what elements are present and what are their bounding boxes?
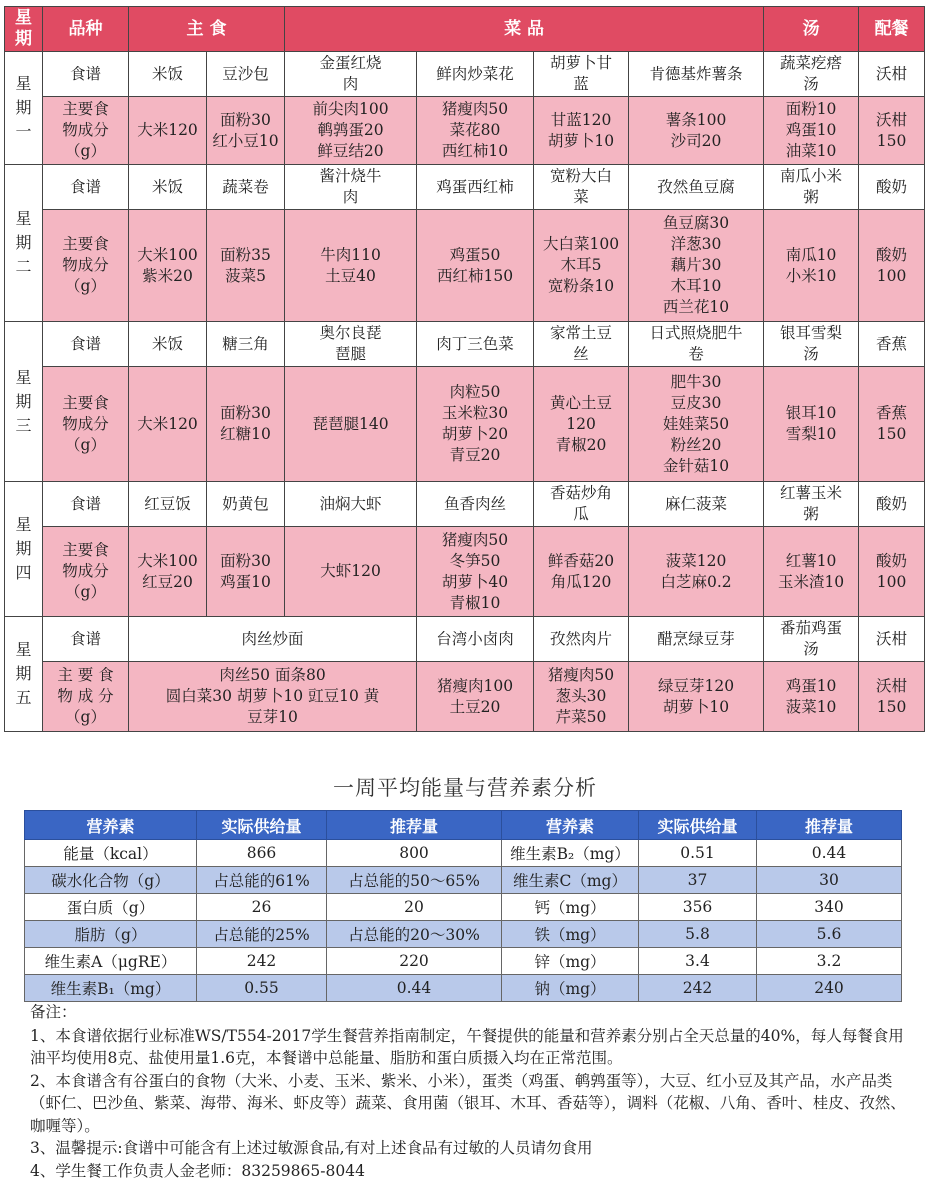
nutrition-cell: 3.4 — [639, 948, 757, 975]
ingredient-item: 大米100 紫米20 — [129, 210, 207, 322]
note-line: 4、学生餐工作负责人金老师：83259865-8044 — [30, 1161, 365, 1180]
nutrition-cell: 866 — [197, 840, 327, 867]
nutrition-cell: 占总能的50～65% — [327, 867, 502, 894]
nutrition-row — [25, 840, 902, 867]
header-category: 品种 — [43, 7, 129, 52]
ingredient-item: 沃柑 150 — [859, 662, 925, 732]
recipe-item: 酸奶 — [859, 165, 925, 210]
ingredient-item: 猪瘦肉50 冬笋50 胡萝卜40 青椒10 — [417, 527, 534, 617]
notes-lines — [30, 1025, 910, 1183]
nutrition-cell: 3.2 — [757, 948, 902, 975]
nutrition-cell: 220 — [327, 948, 502, 975]
recipe-item: 奶黄包 — [207, 482, 285, 527]
nutrition-cell: 0.44 — [327, 975, 502, 1002]
nutrition-cell: 356 — [639, 894, 757, 921]
nutrition-cell: 维生素A（μgRE） — [25, 948, 197, 975]
nutrition-row — [25, 894, 902, 921]
recipe-item: 鲜肉炒菜花 — [417, 52, 534, 97]
notes-title: 备注： — [30, 1003, 77, 1021]
nutrition-cell: 钙（mg） — [502, 894, 639, 921]
recipe-row — [5, 482, 925, 527]
nutrition-header-cell: 推荐量 — [327, 811, 502, 840]
ingredient-item: 薯条100 沙司20 — [629, 97, 764, 165]
nutrition-cell: 占总能的20～30% — [327, 921, 502, 948]
note-line: 1、本食谱依据行业标准WS/T554-2017学生餐营养指南制定，午餐提供的能量和营养素分别占全天总量的40%，每人每餐食用油平均使用8克、盐使用量1.6克，本餐谱中总能量、脂肪和蛋白质摄入均在正常范围。 — [30, 1026, 904, 1067]
recipe-item: 蔬菜卷 — [207, 165, 285, 210]
recipe-item: 香蕉 — [859, 322, 925, 367]
recipe-item: 麻仁菠菜 — [629, 482, 764, 527]
weekday-label: 星 期 一 — [5, 52, 43, 165]
nutrition-cell: 0.44 — [757, 840, 902, 867]
nutrition-row — [25, 921, 902, 948]
nutrition-row — [25, 975, 902, 1002]
header-weekday: 星期 — [5, 7, 43, 52]
nutrition-cell: 维生素B₁（mg） — [25, 975, 197, 1002]
recipe-item: 红薯玉米 粥 — [764, 482, 859, 527]
recipe-item: 油焖大虾 — [285, 482, 417, 527]
recipe-row — [5, 617, 925, 662]
recipe-item: 南瓜小米 粥 — [764, 165, 859, 210]
nutrition-header-cell: 实际供给量 — [197, 811, 327, 840]
ingredient-item: 肉丝50 面条80 圆白菜30 胡萝卜10 豇豆10 黄 豆芽10 — [129, 662, 417, 732]
nutrition-cell: 26 — [197, 894, 327, 921]
recipe-item: 米饭 — [129, 322, 207, 367]
weekday-label: 星 期 四 — [5, 482, 43, 617]
nutrition-cell: 242 — [639, 975, 757, 1002]
recipe-item: 米饭 — [129, 52, 207, 97]
nutrition-cell: 维生素B₂（mg） — [502, 840, 639, 867]
recipe-item: 宽粉大白 菜 — [534, 165, 629, 210]
nutrition-body — [25, 840, 902, 1002]
ingredient-item: 大米100 红豆20 — [129, 527, 207, 617]
nutrition-cell: 铁（mg） — [502, 921, 639, 948]
ingredient-item: 面粉30 红糖10 — [207, 367, 285, 482]
ingredient-item: 黄心土豆 120 青椒20 — [534, 367, 629, 482]
ingredient-row — [5, 527, 925, 617]
recipe-label: 食谱 — [43, 482, 129, 527]
nutrition-cell: 340 — [757, 894, 902, 921]
ingredient-item: 大虾120 — [285, 527, 417, 617]
ingredient-row — [5, 662, 925, 732]
nutrition-row — [25, 948, 902, 975]
recipe-item: 家常土豆 丝 — [534, 322, 629, 367]
recipe-item: 沃柑 — [859, 52, 925, 97]
ingredient-item: 面粉30 鸡蛋10 — [207, 527, 285, 617]
ingredient-item: 甘蓝120 胡萝卜10 — [534, 97, 629, 165]
ingredient-item: 酸奶 100 — [859, 210, 925, 322]
nutrition-cell: 37 — [639, 867, 757, 894]
recipe-item: 鱼香肉丝 — [417, 482, 534, 527]
nutrition-cell: 占总能的25% — [197, 921, 327, 948]
ingredient-item: 酸奶 100 — [859, 527, 925, 617]
ingredient-item: 鸡蛋50 西红柿150 — [417, 210, 534, 322]
nutrition-cell: 5.6 — [757, 921, 902, 948]
recipe-item: 红豆饭 — [129, 482, 207, 527]
ingredient-label: 主要食 物成分 （g） — [43, 97, 129, 165]
ingredient-item: 沃柑 150 — [859, 97, 925, 165]
ingredient-item: 肥牛30 豆皮30 娃娃菜50 粉丝20 金针菇10 — [629, 367, 764, 482]
nutrition-cell: 0.51 — [639, 840, 757, 867]
nutrition-cell: 20 — [327, 894, 502, 921]
recipe-item: 肉丁三色菜 — [417, 322, 534, 367]
ingredient-item: 鲜香菇20 角瓜120 — [534, 527, 629, 617]
nutrition-cell: 钠（mg） — [502, 975, 639, 1002]
ingredient-item: 面粉30 红小豆10 — [207, 97, 285, 165]
recipe-item: 鸡蛋西红柿 — [417, 165, 534, 210]
recipe-row — [5, 322, 925, 367]
recipe-row — [5, 52, 925, 97]
nutrition-cell: 锌（mg） — [502, 948, 639, 975]
nutrition-header-row — [25, 811, 902, 840]
notes-section — [30, 1001, 910, 1182]
ingredient-item: 菠菜120 白芝麻0.2 — [629, 527, 764, 617]
nutrition-header-cell: 实际供给量 — [639, 811, 757, 840]
recipe-item: 肉丝炒面 — [129, 617, 417, 662]
recipe-item: 日式照烧肥牛 卷 — [629, 322, 764, 367]
ingredient-item: 肉粒50 玉米粒30 胡萝卜20 青豆20 — [417, 367, 534, 482]
recipe-row — [5, 165, 925, 210]
nutrition-cell: 能量（kcal） — [25, 840, 197, 867]
recipe-item: 孜然鱼豆腐 — [629, 165, 764, 210]
ingredient-item: 大白菜100 木耳5 宽粉条10 — [534, 210, 629, 322]
nutrition-cell: 30 — [757, 867, 902, 894]
ingredient-item: 绿豆芽120 胡萝卜10 — [629, 662, 764, 732]
ingredient-row — [5, 97, 925, 165]
ingredient-item: 面粉10 鸡蛋10 油菜10 — [764, 97, 859, 165]
ingredient-label: 主要食 物成分 （g） — [43, 527, 129, 617]
recipe-item: 金蛋红烧 肉 — [285, 52, 417, 97]
recipe-item: 酸奶 — [859, 482, 925, 527]
ingredient-item: 大米120 — [129, 367, 207, 482]
ingredient-item: 香蕉 150 — [859, 367, 925, 482]
menu-header-row — [5, 7, 925, 52]
ingredient-item: 红薯10 玉米渣10 — [764, 527, 859, 617]
header-dishes: 菜 品 — [285, 7, 764, 52]
ingredient-item: 南瓜10 小米10 — [764, 210, 859, 322]
nutrition-cell: 5.8 — [639, 921, 757, 948]
recipe-item: 酱汁烧牛 肉 — [285, 165, 417, 210]
recipe-item: 米饭 — [129, 165, 207, 210]
ingredient-item: 猪瘦肉50 葱头30 芹菜50 — [534, 662, 629, 732]
recipe-item: 孜然肉片 — [534, 617, 629, 662]
recipe-label: 食谱 — [43, 617, 129, 662]
recipe-item: 醋烹绿豆芽 — [629, 617, 764, 662]
ingredient-row — [5, 210, 925, 322]
nutrition-cell: 240 — [757, 975, 902, 1002]
header-soup: 汤 — [764, 7, 859, 52]
ingredient-item: 银耳10 雪梨10 — [764, 367, 859, 482]
recipe-item: 奥尔良琵 琶腿 — [285, 322, 417, 367]
ingredient-item: 大米120 — [129, 97, 207, 165]
recipe-item: 香菇炒角 瓜 — [534, 482, 629, 527]
nutrition-cell: 占总能的61% — [197, 867, 327, 894]
ingredient-item: 面粉35 菠菜5 — [207, 210, 285, 322]
note-line: 2、本食谱含有谷蛋白的食物（大米、小麦、玉米、紫米、小米），蛋类（鸡蛋、鹌鹑蛋等），大豆、红小豆及其产品，水产品类（虾仁、巴沙鱼、紫菜、海带、海米、虾皮等）蔬菜、食用菌（银耳、木耳、香菇等），调料（花椒、八角、香叶、桂皮、孜然、咖喱等）。 — [30, 1071, 906, 1135]
recipe-item: 肯德基炸薯条 — [629, 52, 764, 97]
weekday-label: 星 期 二 — [5, 165, 43, 322]
nutrition-cell: 0.55 — [197, 975, 327, 1002]
nutrition-cell: 800 — [327, 840, 502, 867]
nutrition-table — [24, 810, 902, 1002]
recipe-item: 沃柑 — [859, 617, 925, 662]
weekly-menu-table — [4, 6, 925, 732]
ingredient-item: 前尖肉100 鹌鹑蛋20 鲜豆结20 — [285, 97, 417, 165]
recipe-item: 糖三角 — [207, 322, 285, 367]
note-line: 3、温馨提示:食谱中可能含有上述过敏源食品,有对上述食品有过敏的人员请勿食用 — [30, 1139, 593, 1157]
nutrition-header-cell: 营养素 — [502, 811, 639, 840]
weekday-label: 星 期 三 — [5, 322, 43, 482]
weekday-label: 星 期 五 — [5, 617, 43, 732]
nutrition-header-cell: 营养素 — [25, 811, 197, 840]
nutrition-cell: 蛋白质（g） — [25, 894, 197, 921]
ingredient-label: 主要食 物成分 （g） — [43, 210, 129, 322]
recipe-label: 食谱 — [43, 322, 129, 367]
nutrition-cell: 维生素C（mg） — [502, 867, 639, 894]
recipe-label: 食谱 — [43, 52, 129, 97]
ingredient-item: 琵琶腿140 — [285, 367, 417, 482]
recipe-item: 蔬菜疙瘩 汤 — [764, 52, 859, 97]
menu-body — [5, 52, 925, 732]
recipe-item: 番茄鸡蛋 汤 — [764, 617, 859, 662]
nutrition-header-cell: 推荐量 — [757, 811, 902, 840]
ingredient-item: 鱼豆腐30 洋葱30 藕片30 木耳10 西兰花10 — [629, 210, 764, 322]
ingredient-item: 猪瘦肉50 菜花80 西红柿10 — [417, 97, 534, 165]
ingredient-item: 鸡蛋10 菠菜10 — [764, 662, 859, 732]
ingredient-label: 主要食 物成分 （g） — [43, 367, 129, 482]
ingredient-row — [5, 367, 925, 482]
header-side: 配餐 — [859, 7, 925, 52]
nutrition-cell: 碳水化合物（g） — [25, 867, 197, 894]
recipe-item: 胡萝卜甘 蓝 — [534, 52, 629, 97]
recipe-item: 银耳雪梨 汤 — [764, 322, 859, 367]
ingredient-label: 主 要 食 物 成 分 （g） — [43, 662, 129, 732]
recipe-item: 豆沙包 — [207, 52, 285, 97]
recipe-item: 台湾小卤肉 — [417, 617, 534, 662]
ingredient-item: 牛肉110 土豆40 — [285, 210, 417, 322]
nutrition-row — [25, 867, 902, 894]
recipe-label: 食谱 — [43, 165, 129, 210]
nutrition-cell: 脂肪（g） — [25, 921, 197, 948]
header-staple: 主 食 — [129, 7, 285, 52]
ingredient-item: 猪瘦肉100 土豆20 — [417, 662, 534, 732]
nutrition-title: 一周平均能量与营养素分析 — [333, 776, 597, 800]
nutrition-cell: 242 — [197, 948, 327, 975]
